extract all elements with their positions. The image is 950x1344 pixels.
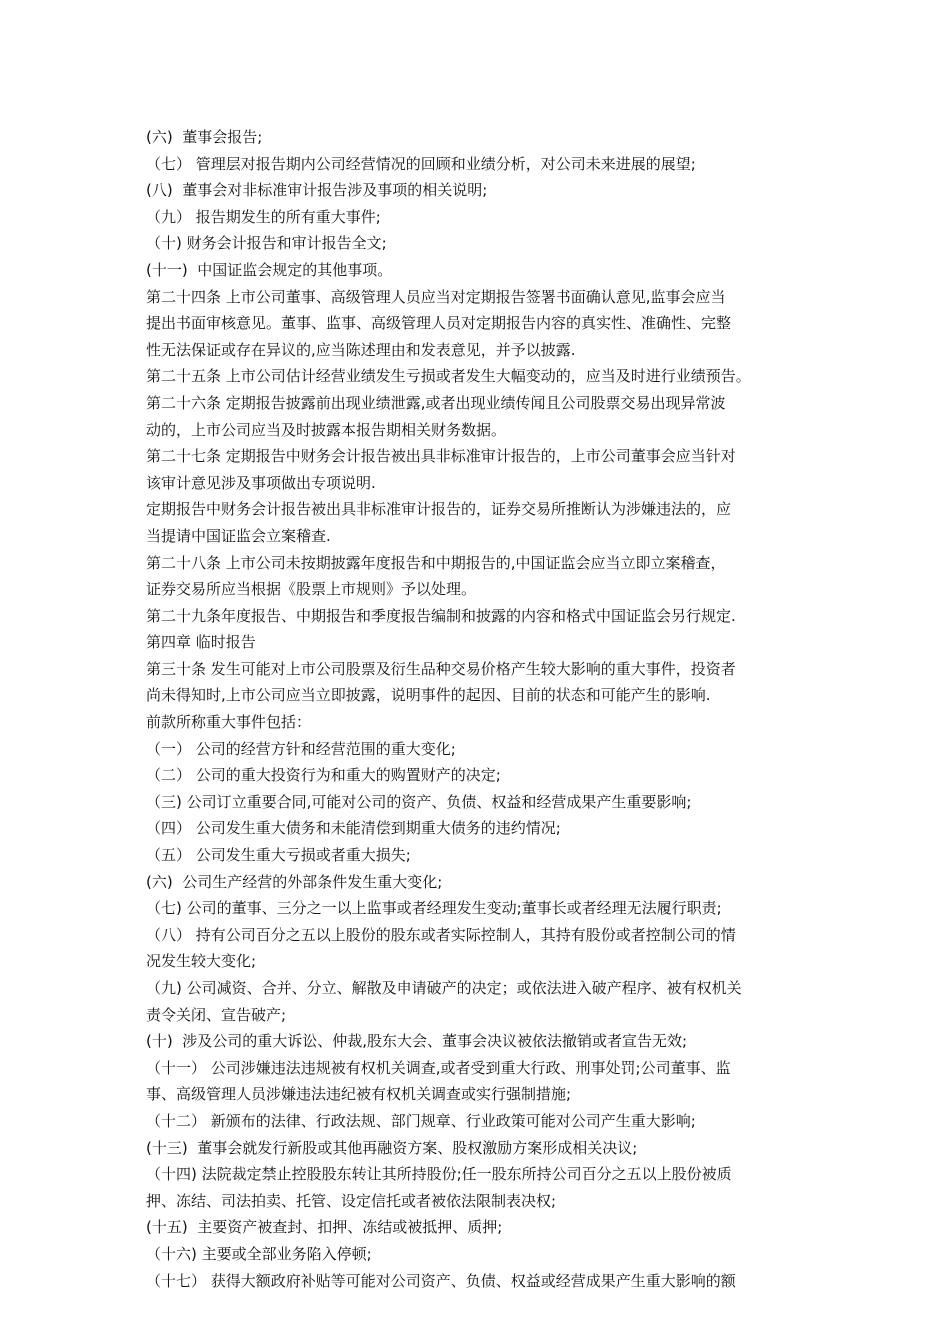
text-line: 证券交易所应当根据《股票上市规则》予以处理。 bbox=[146, 580, 477, 599]
text-line: （九） 报告期发生的所有重大事件; bbox=[146, 207, 381, 226]
text-line: （四） 公司发生重大债务和未能清偿到期重大债务的违约情况; bbox=[146, 819, 561, 838]
text-line: （七） 管理层对报告期内公司经营情况的回顾和业绩分析，对公司未来进展的展望; bbox=[146, 154, 696, 173]
text-line: (十五) 主要资产被查封、扣押、冻结或被抵押、质押; bbox=[146, 1218, 503, 1237]
document-body bbox=[146, 124, 808, 1294]
text-line: （十六) 主要或全部业务陷入停顿; bbox=[146, 1244, 372, 1263]
text-line: 该审计意见涉及事项做出专项说明. bbox=[146, 473, 376, 492]
text-line: （九) 公司减资、合并、分立、解散及申请破产的决定；或依法进入破产程序、被有权机关 bbox=[146, 979, 742, 997]
text-line: （一） 公司的经营方针和经营范围的重大变化; bbox=[146, 739, 456, 758]
text-line: (六) 公司生产经营的外部条件发生重大变化; bbox=[146, 872, 443, 891]
text-line: 责令关闭、宣告破产; bbox=[146, 1005, 287, 1024]
text-line: （五） 公司发生重大亏损或者重大损失; bbox=[146, 846, 411, 865]
text-line: (六) 董事会报告; bbox=[146, 128, 263, 146]
text-line: （三) 公司订立重要合同,可能对公司的资产、负债、权益和经营成果产生重要影响; bbox=[146, 792, 692, 811]
text-line: 第三十条 发生可能对上市公司股票及衍生品种交易价格产生较大影响的重大事件，投资者 bbox=[146, 659, 736, 678]
text-line: (十) 涉及公司的重大诉讼、仲裁,股东大会、董事会决议被依法撤销或者宣告无效; bbox=[146, 1032, 688, 1051]
text-line: 押、冻结、司法拍卖、托管、设定信托或者被依法限制表决权; bbox=[146, 1191, 557, 1210]
text-line: 第二十五条 上市公司估计经营业绩发生亏损或者发生大幅变动的，应当及时进行业绩预告。 bbox=[146, 367, 751, 386]
text-line: （十) 财务会计报告和审计报告全文; bbox=[146, 234, 387, 253]
text-line: 第二十七条 定期报告中财务会计报告被出具非标准审计报告的，上市公司董事会应当针对 bbox=[146, 447, 736, 466]
text-line: 定期报告中财务会计报告被出具非标准审计报告的，证券交易所推断认为涉嫌违法的，应 bbox=[146, 500, 732, 519]
text-line: 当提请中国证监会立案稽查. bbox=[146, 526, 331, 545]
text-line: （七) 公司的董事、三分之一以上监事或者经理发生变动;董事长或者经理无法履行职责; bbox=[146, 899, 722, 918]
text-line: 第二十六条 定期报告披露前出现业绩泄露,或者出现业绩传闻且公司股票交易出现异常波 bbox=[146, 393, 726, 412]
text-line: 况发生较大变化; bbox=[146, 952, 257, 971]
text-line: 第二十四条 上市公司董事、高级管理人员应当对定期报告签署书面确认意见,监事会应当 bbox=[146, 287, 726, 306]
text-line: 第二十八条 上市公司未按期披露年度报告和中期报告的,中国证监会应当立即立案稽查， bbox=[146, 553, 726, 572]
text-line: （十四) 法院裁定禁止控股股东转让其所持股份;任一股东所持公司百分之五以上股份被质 bbox=[146, 1165, 732, 1184]
text-line: (八) 董事会对非标准审计报告涉及事项的相关说明; bbox=[146, 181, 488, 200]
text-line: (十一) 中国证监会规定的其他事项。 bbox=[146, 260, 393, 279]
text-line: （十七） 获得大额政府补贴等可能对公司资产、负债、权益或经营成果产生重大影响的额 bbox=[146, 1271, 736, 1290]
text-line: （十二） 新颁布的法律、行政法规、部门规章、行业政策可能对公司产生重大影响; bbox=[146, 1111, 696, 1130]
text-line: 事、高级管理人员涉嫌违法违纪被有权机关调查或实行强制措施; bbox=[146, 1085, 572, 1104]
text-line: 前款所称重大事件包括： bbox=[146, 713, 312, 732]
text-line: （八） 持有公司百分之五以上股份的股东或者实际控制人，其持有股份或者控制公司的情 bbox=[146, 925, 736, 944]
text-line: （十一） 公司涉嫌违法违规被有权机关调查,或者受到重大行政、刑事处罚;公司董事、监 bbox=[146, 1058, 731, 1077]
text-line: (十三) 董事会就发行新股或其他再融资方案、股权激励方案形成相关决议; bbox=[146, 1138, 638, 1157]
text-line: 第四章 临时报告 bbox=[146, 633, 256, 652]
text-line: 尚未得知时,上市公司应当立即披露，说明事件的起因、目前的状态和可能产生的影响. bbox=[146, 686, 711, 705]
text-line: 提出书面审核意见。董事、监事、高级管理人员对定期报告内容的真实性、准确性、完整 bbox=[146, 314, 732, 333]
text-line: 第二十九条年度报告、中期报告和季度报告编制和披露的内容和格式中国证监会另行规定. bbox=[146, 606, 736, 625]
text-line: 性无法保证或存在异议的,应当陈述理由和发表意见，并予以披露. bbox=[146, 340, 576, 359]
text-line: 动的，上市公司应当及时披露本报告期相关财务数据。 bbox=[146, 420, 507, 439]
text-line: （二） 公司的重大投资行为和重大的购置财产的决定; bbox=[146, 766, 501, 785]
